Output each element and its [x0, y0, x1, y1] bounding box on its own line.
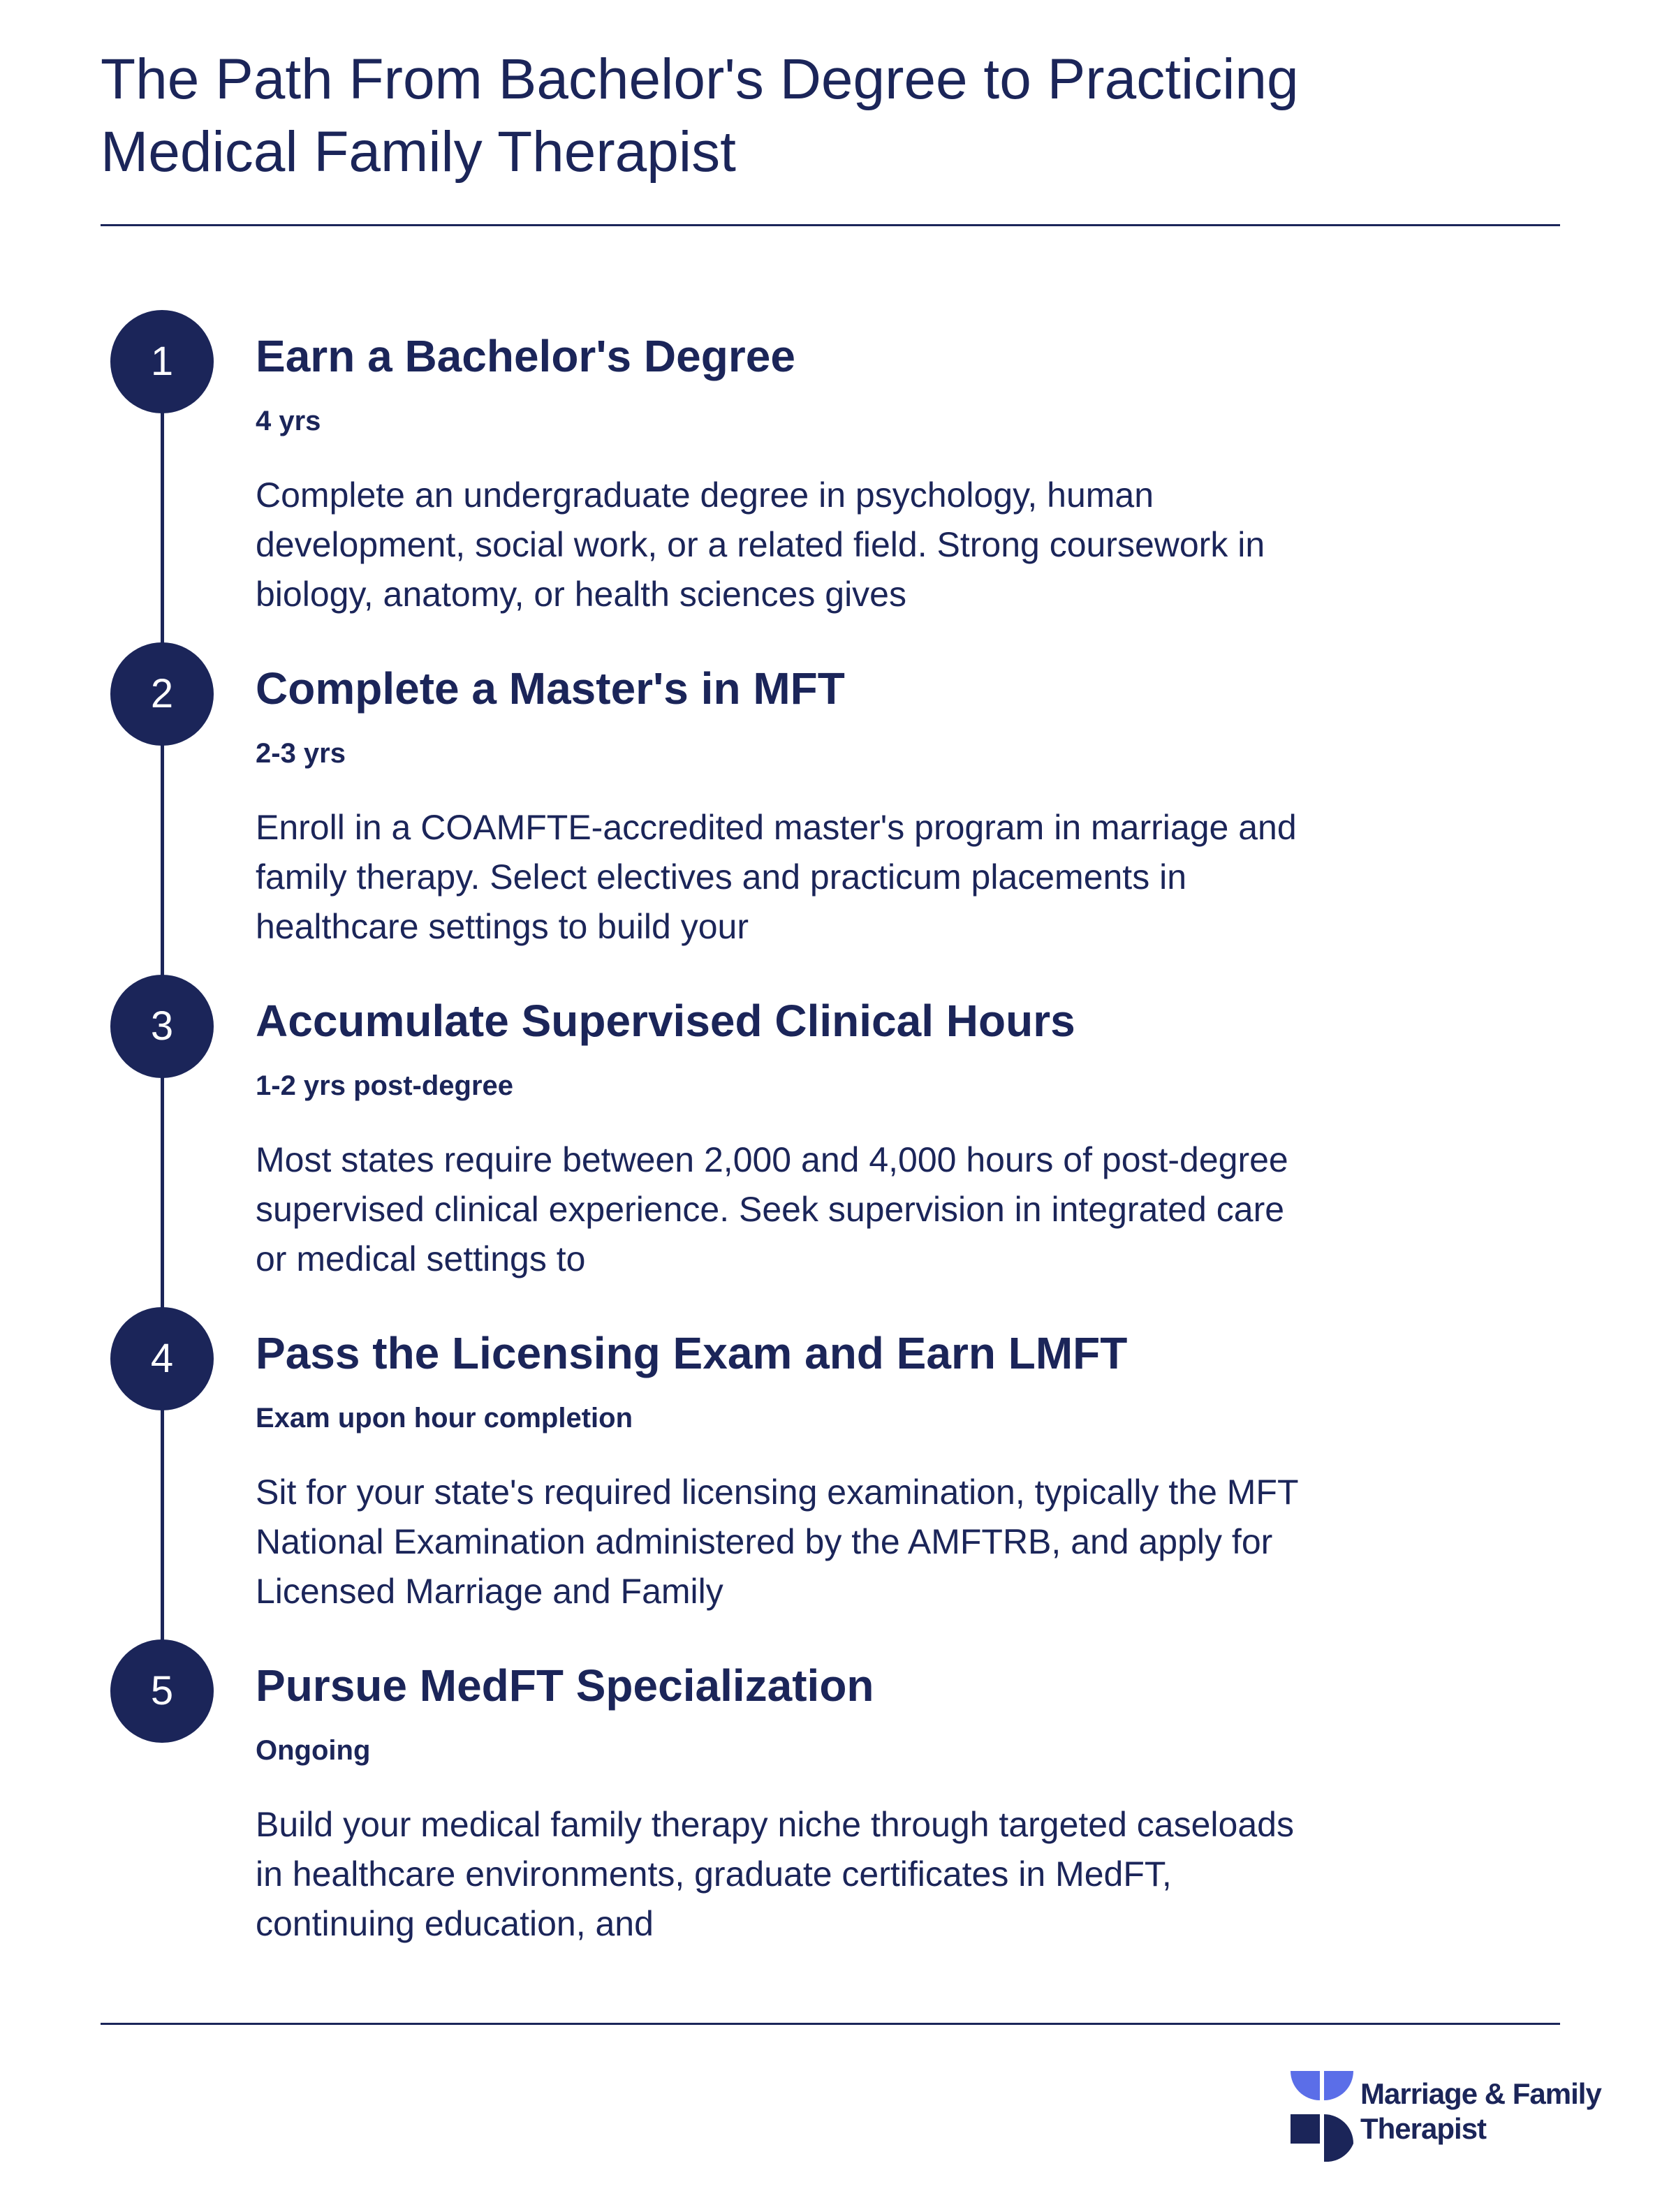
- brand-logo: [1291, 2071, 1601, 2162]
- page-title: [101, 43, 1427, 189]
- step-number-badge: 5: [110, 1639, 214, 1743]
- mft-logo-icon: [1291, 2071, 1353, 2162]
- step-duration: Exam upon hour completion: [256, 1403, 633, 1433]
- step-title: Accumulate Supervised Clinical Hours: [256, 996, 1075, 1046]
- step-title: Complete a Master's in MFT: [256, 663, 845, 714]
- step-number-badge: 4: [110, 1307, 214, 1410]
- brand-name-line2: Therapist: [1360, 2112, 1487, 2145]
- step-item-3: [0, 975, 1676, 1278]
- page-title-line2: Medical Family Therapist: [101, 120, 736, 184]
- step-duration: 2-3 yrs: [256, 738, 346, 769]
- step-title: Pursue MedFT Specialization: [256, 1660, 874, 1711]
- step-number-badge: 1: [110, 310, 214, 413]
- step-duration: Ongoing: [256, 1735, 371, 1766]
- brand-name: [1360, 2077, 1601, 2146]
- step-title: Earn a Bachelor's Degree: [256, 331, 795, 381]
- step-item-2: [0, 642, 1676, 946]
- step-description: Complete an undergraduate degree in psychology, human development, social work, or a related field. Strong coursework in biology, anatomy, or health sciences gives: [256, 475, 1265, 614]
- page-title-line1: The Path From Bachelor's Degree to Practicing: [101, 47, 1299, 111]
- step-description: Most states require between 2,000 and 4,000 hours of post-degree supervised clinical experience. Seek supervision in integrated care or medical settings to: [256, 1140, 1288, 1278]
- step-item-5: [0, 1639, 1676, 1943]
- step-number-badge: 2: [110, 642, 214, 746]
- step-duration: 1-2 yrs post-degree: [256, 1070, 514, 1101]
- step-title: Pass the Licensing Exam and Earn LMFT: [256, 1328, 1128, 1378]
- footer-divider: [101, 2023, 1560, 2025]
- step-description: Enroll in a COAMFTE-accredited master's program in marriage and family therapy. Select electives and practicum placements in healthcare settings to build your: [256, 808, 1297, 946]
- header-divider: [101, 224, 1560, 226]
- step-description: Sit for your state's required licensing examination, typically the MFT National Examination administered by the AMFTRB, and apply for Licensed Marriage and Family: [256, 1473, 1298, 1611]
- step-item-1: [0, 310, 1676, 614]
- step-description: Build your medical family therapy niche through targeted caseloads in healthcare environments, graduate certificates in MedFT, continuing education, and: [256, 1805, 1294, 1943]
- brand-name-line1: Marriage & Family: [1360, 2077, 1601, 2110]
- step-duration: 4 yrs: [256, 406, 321, 436]
- step-item-4: [0, 1307, 1676, 1611]
- step-number-badge: 3: [110, 975, 214, 1078]
